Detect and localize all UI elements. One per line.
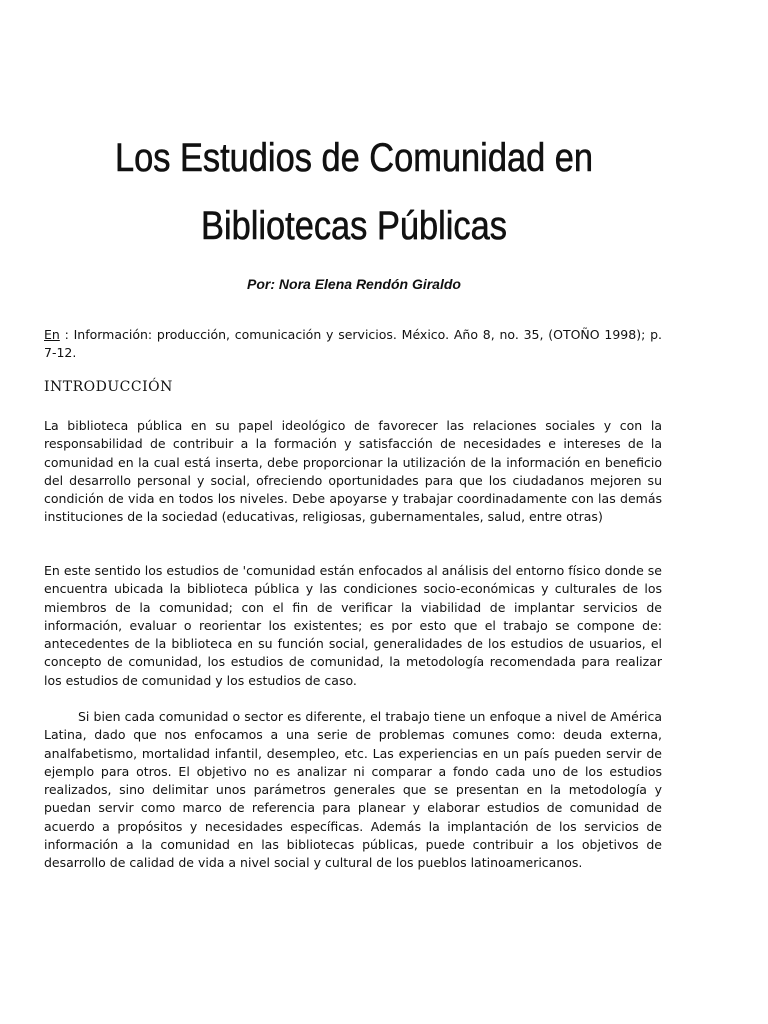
source-prefix: En — [44, 327, 60, 342]
paragraph-3: Si bien cada comunidad o sector es diferente, el trabajo tiene un enfoque a nivel de América Latina, dado que nos enfocamos a una serie de problemas comunes como: deuda externa, analfabetismo, mortalidad infantil, desempleo, etc. Las experiencias en un país pueden servir de ejemplo para otros. El objetivo no es analizar ni comparar a fondo cada uno de los estudios realizados, sino delimitar unos parámetros generales que se presentan en la metodología y puedan servir como marco de referencia para planear y elaborar estudios de comunidad de acuerdo a propósitos y necesidades específicas. Además la implantación de los servicios de información a la comunidad en las bibliotecas públicas, puede contribuir a los objetivos de desarrollo de calidad de vida a nivel social y cultural de los pueblos latinoamericanos. — [44, 709, 662, 871]
title-line-1: Los Estudios de Comunidad en — [114, 136, 594, 180]
title-line-2: Bibliotecas Públicas — [201, 204, 507, 248]
source-details: : Información: producción, comunicación y servicios. México. Año 8, no. 35, (OTOÑO 1998); p. 7-12. — [44, 327, 662, 361]
author-byline: Por: Nora Elena Rendón Giraldo — [247, 276, 461, 292]
section-heading: INTRODUCCIÓN — [44, 379, 173, 395]
document-title — [84, 124, 624, 260]
paragraph-1: La biblioteca pública en su papel ideológico de favorecer las relaciones sociales y con la responsabilidad de contribuir a la formación y satisfacción de necesidades e intereses de la comunidad en la cual está inserta, debe proporcionar la utilización de la información en beneficio del desarrollo personal y social, ofreciendo oportunidades para que los ciudadanos mejoren su condición de vida en todos los niveles. Debe apoyarse y trabajar coordinadamente con las demás instituciones de la sociedad (educativas, religiosas, gubernamentales, salud, entre otras) — [44, 418, 662, 525]
source-citation — [44, 326, 662, 363]
paragraph-2: En este sentido los estudios de 'comunidad están enfocados al análisis del entorno físico donde se encuentra ubicada la biblioteca pública y las condiciones socio-económicas y culturales de los miembros de la comunidad; con el fin de verificar la viabilidad de implantar servicios de información, evaluar o reorientar los existentes; es por esto que el trabajo se compone de: antecedentes de la biblioteca en su función social, generalidades de los estudios de usuarios, el concepto de comunidad, los estudios de comunidad, la metodología recomendada para realizar los estudios de comunidad y los estudios de caso. — [44, 563, 662, 688]
